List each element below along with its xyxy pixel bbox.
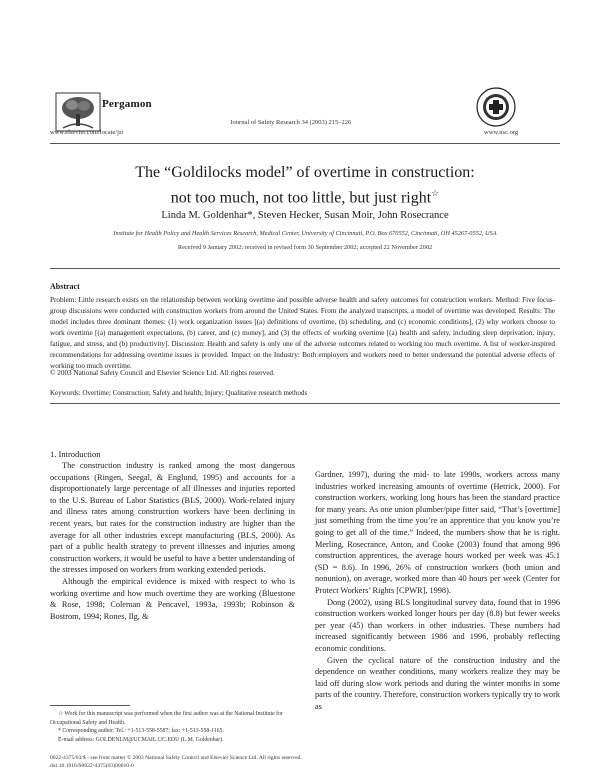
body-column-right <box>315 469 560 712</box>
journal-reference: Journal of Safety Research 34 (2003) 215–226 <box>230 119 352 126</box>
copyright-line: © 2003 National Safety Council and Elsevier Science Ltd. All rights reserved. <box>50 369 275 377</box>
footnote[interactable]: E-mail address: GOLDENLM@UCMAIL.UC.EDU (L.M. Goldenhar). <box>58 736 224 743</box>
keywords-line: Keywords: Overtime; Construction; Safety and health; Injury; Qualitative research methods <box>50 389 308 397</box>
paragraph: Gardner, 1997), during the mid- to late 1990s, workers across many industries worked increasing amounts of overtime (Hetrick, 2000). For construction workers, working long hours has been the standard practice for many years. As one union plumber/pipe fitter said, “That’s [overtime] just something from the time you’re an apprentice that you know you’re going to get all of the time.” Indeed, the numbers show that he is right. Merling, Rosecrance, Anton, and Cooke (2003) found that among 996 construction apprentices, the average hours worked per week was 45.1 (SD = 8.6). In 1996, 26% of construction workers (both union and nonunion), on average, worked more than 40 hours per week (Center for Protect Workers’ Rights [CPWR], 1998). <box>315 470 560 595</box>
article-title <box>60 163 550 208</box>
body-column-left <box>50 460 295 622</box>
publisher-url[interactable]: www.elsevier.com/locate/jsr <box>50 129 124 136</box>
abstract-heading: Abstract <box>50 282 80 291</box>
elsevier-tree-logo <box>55 92 101 132</box>
abstract-bottom-divider <box>50 403 560 404</box>
title-line-2-text: not too much, not too little, but just right <box>170 189 432 207</box>
publisher-name: Pergamon <box>102 98 152 110</box>
section-heading-introduction: 1. Introduction <box>50 449 101 459</box>
paragraph: The construction industry is ranked among the most dangerous occupations (Ringen, Seegal, & Englund, 1995) and accounts for a disproportionately large percentage of all illnesses and injuries reported to the U.S. Bureau of Labor Statistics (BLS, 2000). Work-related injury and illness rates among construction workers have been declining in recent years, but rates for the construction industry are higher than the average for all other industries except manufacturing (BLS, 2000). As part of a public health strategy to prevent illnesses and injuries among construction workers, it would be useful to have a better understanding of the stresses imposed on workers from working extended periods. <box>50 461 295 575</box>
footnote: ☆ Work for this manuscript was performed when the first author was at the National Institute for Occupational Safety and Health. <box>50 711 283 726</box>
header-divider <box>50 143 560 144</box>
abstract-text: Problem: Little research exists on the relationship between working overtime and possible adverse health and safety outcomes for construction workers. Method: Five focus-group discussions were conducted with construction workers from around the United States. From the analyzed transcripts, a model of overtime was developed. Results: The model includes three dominant themes: (1) work organization issues [(a) definitions of overtime, (b) scheduling, and (c) economic conditions], (2) why workers choose to work overtime [(a) management expectations, (b) career, and (c) money], and (3) the effects of working overtime [(a) health and safety, including sleep deprivation, injury, fatigue, and stress, and (b) productivity]. Discussion: Health and safety is only one of the adverse outcomes related to working too much overtime. A list of worker-inspired recommendations for addressing overtime issues is provided. Impact on the Industry: Both employers and workers need to better understand the potential adverse effects of working too much overtime. <box>50 296 555 370</box>
author-list: Linda M. Goldenhar*, Steven Hecker, Susan Moir, John Rosecrance <box>161 210 449 221</box>
nsc-url[interactable]: www.nsc.org <box>484 129 519 136</box>
footer-issn-line: 0022-4375/03/$ - see front matter © 2003 National Safety Council and Elsevier Science Ltd. All rights reserved. <box>50 755 302 761</box>
footnote: * Corresponding author. Tel.: +1-513-558-5587; fax: +1-513-558-1165. <box>58 728 225 735</box>
affiliation: Institute for Health Policy and Health Services Research, Medical Center, University of Cincinnati, P.O. Box 670552, Cincinnati, OH 45267-0552, USA <box>113 230 497 237</box>
received-dates: Received 9 January 2002; received in revised form 30 September 2002; accepted 22 November 2002 <box>177 244 433 251</box>
footnote-divider <box>50 705 130 706</box>
footer-doi[interactable]: doi:10.1016/S0022-4375(03)00010-0 <box>50 763 134 769</box>
page-footer <box>50 754 302 770</box>
title-line-2 <box>60 183 550 208</box>
title-line-1: The “Goldilocks model” of overtime in construction: <box>135 164 475 181</box>
footnotes <box>50 710 295 744</box>
nsc-seal-logo <box>470 87 522 127</box>
paragraph: Although the empirical evidence is mixed with respect to who is working overtime and how much overtime they are working (Bluestone & Rose, 1998; Coleman & Pencavel, 1993a, 1993b; Robinson & Bostrom, 1994; Rones, Ilg, & <box>50 576 295 621</box>
abstract-top-divider <box>50 268 560 269</box>
paragraph: Dong (2002), using BLS longitudinal survey data, found that in 1996 construction workers worked longer hours per day (8.8) but fewer weeks per year (45) than workers in other industries. These numbers had increased significantly between 1986 and 1996, probably reflecting economic conditions. <box>315 597 560 653</box>
title-footnote-mark[interactable]: ☆ <box>431 188 440 198</box>
paragraph: Given the cyclical nature of the construction industry and the dependence on weather conditions, many workers realize they may be laid off during slow work periods and during the winter months in some parts of the country. Therefore, construction workers typically try to work as <box>315 655 560 711</box>
